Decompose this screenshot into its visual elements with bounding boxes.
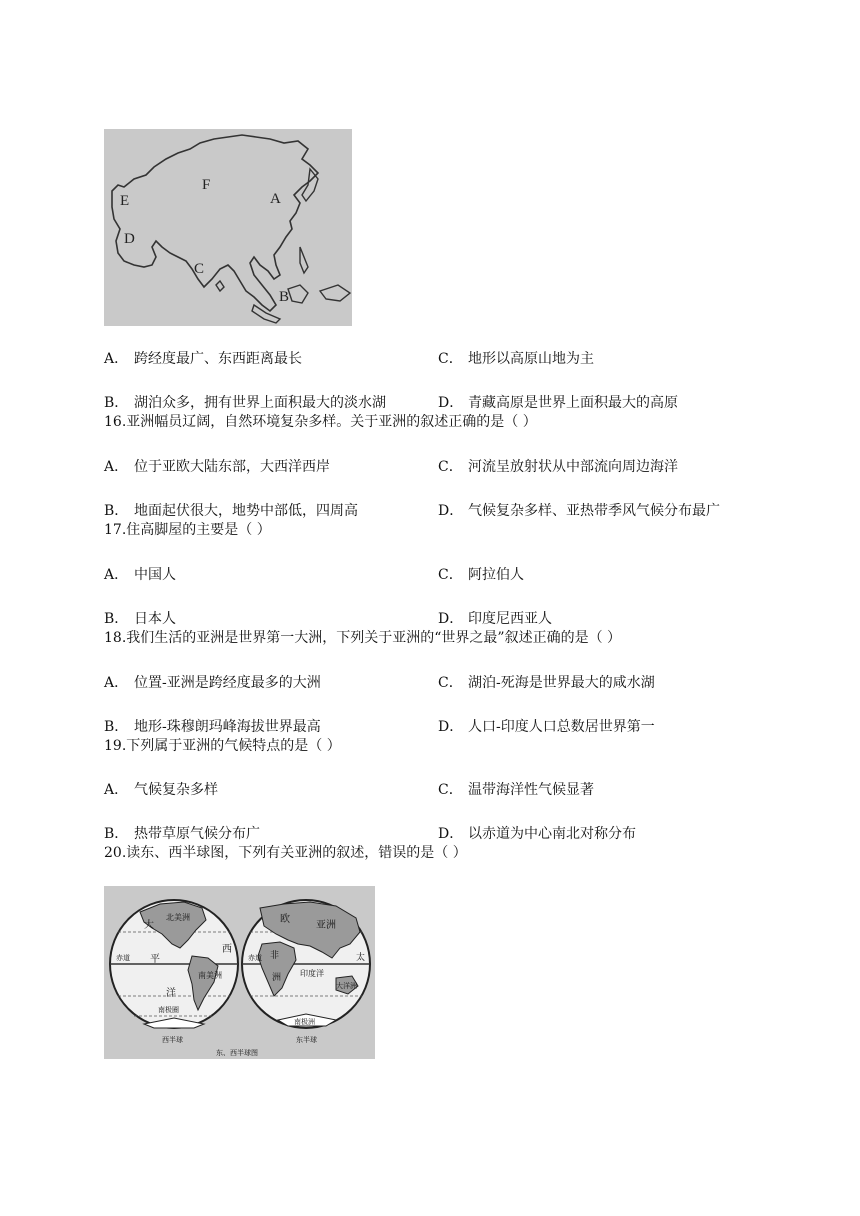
option-letter: A． — [104, 782, 129, 798]
hemisphere-map-svg — [104, 886, 375, 1059]
option-letter: D． — [438, 719, 464, 735]
option-text: 印度尼西亚人 — [468, 611, 552, 627]
q17-option-b[interactable] — [104, 610, 176, 628]
map2-label-chidao-w: 赤道 — [116, 954, 130, 962]
map2-label-ping: 平 — [150, 954, 160, 965]
hemisphere-map-figure — [104, 886, 375, 1059]
option-text: 日本人 — [134, 611, 176, 627]
option-letter: C． — [438, 567, 463, 583]
option-text: 湖泊-死海是世界最大的咸水湖 — [468, 675, 655, 691]
q17-stem: 17.住高脚屋的主要是（ ） — [104, 522, 271, 538]
option-text: 地形-珠穆朗玛峰海拔世界最高 — [134, 719, 321, 735]
option-letter: B． — [104, 395, 129, 411]
q19-option-c[interactable] — [438, 781, 594, 799]
map2-label-oceania: 大洋洲 — [336, 982, 357, 990]
asia-map-figure — [104, 129, 352, 326]
option-text: 温带海洋性气候显著 — [468, 782, 594, 798]
option-text: 青藏高原是世界上面积最大的高原 — [468, 395, 678, 411]
option-letter: C． — [438, 782, 463, 798]
map2-caption: 东、西半球图 — [216, 1049, 258, 1057]
option-text: 位置-亚洲是跨经度最多的大洲 — [134, 675, 321, 691]
map1-label-e: E — [120, 193, 130, 209]
q18-option-c[interactable] — [438, 674, 655, 692]
option-text: 中国人 — [134, 567, 176, 583]
q19-stem: 19.下列属于亚洲的气候特点的是（ ） — [104, 738, 341, 754]
option-letter: A． — [104, 459, 129, 475]
kalimantan-island — [288, 285, 308, 303]
q17-option-d[interactable] — [438, 610, 552, 628]
map1-label-a: A — [270, 191, 281, 207]
map1-label-d: D — [124, 231, 135, 247]
q17-option-c[interactable] — [438, 566, 524, 584]
map2-label-south-america: 南美洲 — [198, 971, 222, 980]
eastern-hemisphere — [242, 900, 370, 1044]
map2-label-tai: 太 — [356, 953, 366, 963]
option-text: 地形以高原山地为主 — [468, 351, 594, 367]
q18-option-a[interactable] — [104, 674, 321, 692]
option-letter: D． — [438, 503, 464, 519]
map2-label-asia: 亚洲 — [316, 920, 336, 931]
option-text: 热带草原气候分布广 — [134, 826, 260, 842]
papua-island — [320, 285, 350, 301]
map2-label-chidao-e: 赤道 — [248, 954, 262, 962]
option-letter: C． — [438, 675, 463, 691]
map2-west-label: 西半球 — [162, 1036, 183, 1044]
q19-option-d[interactable] — [438, 825, 636, 843]
map2-label-europe: 欧 — [280, 914, 290, 925]
option-text: 人口-印度人口总数居世界第一 — [468, 719, 655, 735]
map2-label-xi: 西 — [222, 944, 232, 955]
q18-option-d[interactable] — [438, 718, 655, 736]
option-text: 气候复杂多样、亚热带季风气候分布最广 — [468, 503, 720, 519]
map2-label-africa-2: 洲 — [272, 973, 282, 983]
option-text: 气候复杂多样 — [134, 782, 218, 798]
map2-label-africa-1: 非 — [270, 951, 280, 961]
option-letter: C． — [438, 459, 463, 475]
option-letter: C． — [438, 351, 463, 367]
option-letter: A． — [104, 675, 129, 691]
map2-label-north-america: 北美洲 — [166, 913, 190, 922]
map1-label-f: F — [202, 177, 211, 193]
option-letter: B． — [104, 611, 129, 627]
option-letter: B． — [104, 826, 129, 842]
asia-outline — [112, 135, 318, 311]
q15-option-a[interactable] — [104, 350, 302, 368]
map2-label-antarctic-circle: 南极圈 — [158, 1006, 179, 1014]
option-letter: A． — [104, 567, 129, 583]
option-text: 阿拉伯人 — [468, 567, 524, 583]
option-letter: D． — [438, 826, 464, 842]
option-letter: B． — [104, 719, 129, 735]
q15-option-d[interactable] — [438, 394, 678, 412]
option-text: 湖泊众多，拥有世界上面积最大的淡水湖 — [134, 395, 386, 411]
q16-option-c[interactable] — [438, 458, 678, 476]
q19-option-b[interactable] — [104, 825, 260, 843]
option-text: 地面起伏很大，地势中部低，四周高 — [134, 503, 358, 519]
q16-option-a[interactable] — [104, 458, 330, 476]
q17-option-a[interactable] — [104, 566, 176, 584]
option-letter: B． — [104, 503, 129, 519]
q18-stem: 18.我们生活的亚洲是世界第一大洲，下列关于亚洲的“世界之最”叙述正确的是（ ） — [104, 630, 622, 646]
option-text: 跨经度最广、东西距离最长 — [134, 351, 302, 367]
philippines-islands — [300, 247, 308, 273]
q16-option-b[interactable] — [104, 502, 358, 520]
option-letter: D． — [438, 611, 464, 627]
option-letter: A． — [104, 351, 129, 367]
map2-label-indian-ocean: 印度洋 — [300, 969, 324, 978]
map2-label-antarctica: 南极洲 — [294, 1018, 315, 1026]
option-text: 河流呈放射状从中部流向周边海洋 — [468, 459, 678, 475]
map1-label-c: C — [194, 261, 205, 277]
option-text: 以赤道为中心南北对称分布 — [468, 826, 636, 842]
q18-option-b[interactable] — [104, 718, 321, 736]
western-hemisphere — [110, 900, 238, 1044]
q20-stem: 20.读东、西半球图，下列有关亚洲的叙述，错误的是（ ） — [104, 845, 467, 861]
map2-label-yang: 洋 — [166, 988, 176, 999]
option-letter: D． — [438, 395, 464, 411]
asia-map-svg — [104, 129, 352, 326]
q15-option-c[interactable] — [438, 350, 594, 368]
q15-option-b[interactable] — [104, 394, 386, 412]
q16-stem: 16.亚洲幅员辽阔，自然环境复杂多样。关于亚洲的叙述正确的是（ ） — [104, 414, 537, 430]
q16-option-d[interactable] — [438, 502, 720, 520]
map2-label-da: 大 — [144, 920, 154, 931]
q19-option-a[interactable] — [104, 781, 218, 799]
map2-east-label: 东半球 — [296, 1036, 317, 1044]
option-text: 位于亚欧大陆东部，大西洋西岸 — [134, 459, 330, 475]
map1-label-b: B — [279, 289, 290, 305]
sri-lanka — [216, 281, 224, 291]
